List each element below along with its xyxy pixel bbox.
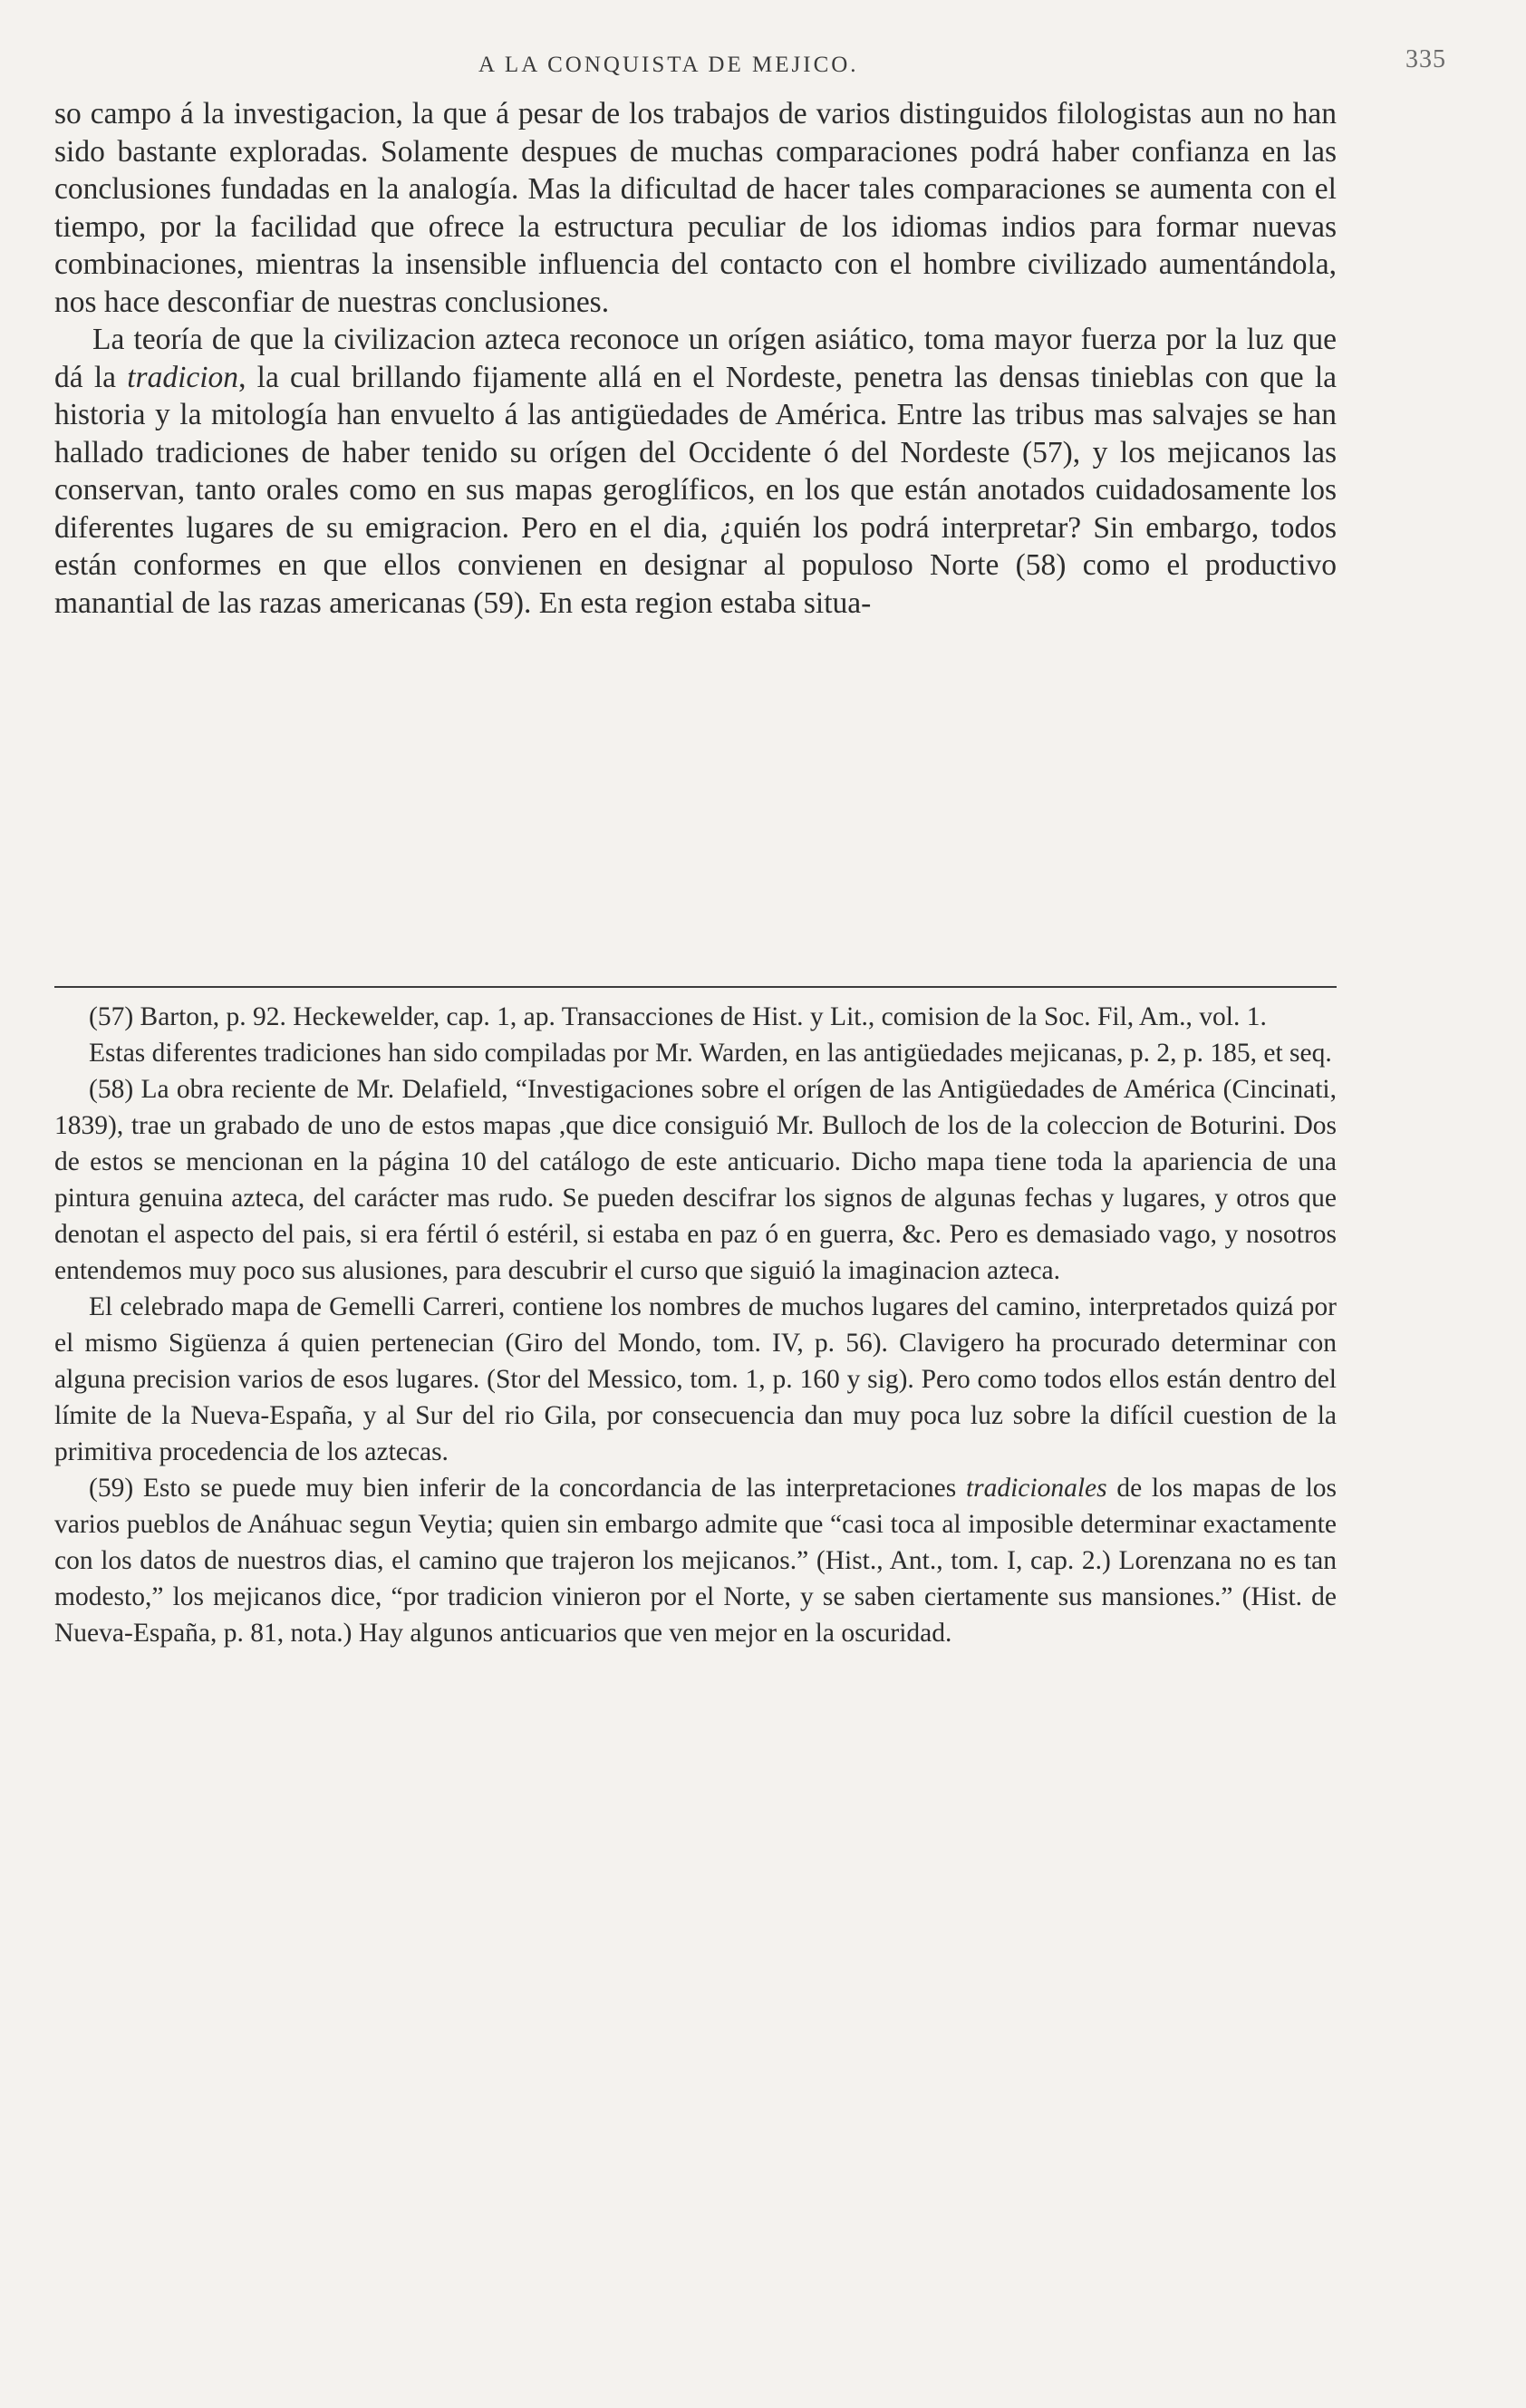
footnotes xyxy=(54,999,1337,1651)
paragraph xyxy=(54,321,1337,622)
footnote-divider xyxy=(54,986,1337,988)
paragraph: so campo á la investigacion, la que á pesar de los trabajos de varios distinguidos filologistas aun no han sido bastante exploradas. Solamente despues de muchas comparaciones podrá haber confianza en las conclusiones fundadas en la analogía. Mas la dificultad de hacer tales comparaciones se aumenta con el tiempo, por la facilidad que ofrece la estructura peculiar de los idiomas indios para formar nuevas combinaciones, mientras la insensible influencia del contacto con el hombre civilizado aumentándola, nos hace desconfiar de nuestras conclusiones. xyxy=(54,97,1337,319)
text-run: , la cual brillando fijamente allá en el Nordeste, penetra las densas tinieblas con que la historia y la mitología han envuelto á las antigüedades de América. Entre las tribus mas salvajes se han hallado tradiciones de haber tenido su orígen del Occidente ó del Nordeste (57), y los mejicanos las conservan, tanto orales como en sus mapas geroglíficos, en los que están anotados cuidadosamente los diferentes lugares de su emigracion. Pero en el dia, ¿quién los podrá interpretar? Sin embargo, todos están conformes en que ellos convienen en designar al populoso Norte (58) como el productivo manantial de las razas americanas (59). En esta region estaba situa- xyxy=(54,360,1337,620)
running-header xyxy=(54,45,1459,89)
footnote-57: (57) Barton, p. 92. Heckewelder, cap. 1, ap. Transacciones de Hist. y Lit., comision de la Soc. Fil, Am., vol. 1. xyxy=(89,1002,1267,1031)
running-title: A LA CONQUISTA DE MEJICO. xyxy=(478,53,859,77)
text-run: de los mapas de los varios pueblos de Anáhuac segun Veytia; quien sin embargo admite que “casi toca al imposible determinar exactamente con los datos de nuestros dias, el camino que trajeron los mejicanos.” (Hist., Ant., tom. I, cap. 2.) Lorenzana no es tan modesto,” los mejicanos dice, “por tradicion vinieron por el Norte, y se saben ciertamente sus mansiones.” (Hist. de Nueva-España, p. 81, nota.) Hay algunos anticuarios que ven mejor en la oscuridad. xyxy=(54,1474,1337,1648)
footnote-57-continued: Estas diferentes tradiciones han sido compiladas por Mr. Warden, en las antigüedades mejicanas, p. 2, p. 185, et seq. xyxy=(89,1039,1332,1068)
emphasis: tradicion xyxy=(127,360,239,394)
footnote-58: (58) La obra reciente de Mr. Delafield, “Investigaciones sobre el orígen de las Antigüedades de América (Cincinati, 1839), trae un grabado de uno de estos mapas ,que dice consiguió Mr. Bulloch de los de la coleccion de Boturini. Dos de estos se mencionan en la página 10 del catálogo de este anticuario. Dicho mapa tiene toda la apariencia de una pintura genuina azteca, del carácter mas rudo. Se pueden descifrar los signos de algunas fechas y lugares, y otros que denotan el aspecto del pais, si era fértil ó estéril, si estaba en paz ó en guerra, &c. Pero es demasiado vago, y nosotros entendemos muy poco sus alusiones, para descubrir el curso que siguió la imaginacion azteca. xyxy=(54,1075,1337,1285)
page-number: 335 xyxy=(1405,45,1446,73)
footnote-58-continued: El celebrado mapa de Gemelli Carreri, contiene los nombres de muchos lugares del camino, interpretados quizá por el mismo Sigüenza á quien pertenecian (Giro del Mondo, tom. IV, p. 56). Clavigero ha procurado determinar con alguna precision varios de esos lugares. (Stor del Messico, tom. 1, p. 160 y sig). Pero como todos ellos están dentro del límite de la Nueva-España, y al Sur del rio Gila, por consecuencia dan muy poca luz sobre la difícil cuestion de la primitiva procedencia de los aztecas. xyxy=(54,1292,1337,1466)
main-text xyxy=(54,95,1337,622)
emphasis: tradicionales xyxy=(965,1474,1107,1503)
footnote-59 xyxy=(54,1470,1337,1651)
text-run: La teoría de que la civilizacion azteca reconoce un orígen asiático, toma mayor fuerza por la luz que dá la xyxy=(54,323,1337,394)
text-run: (59) Esto se puede muy bien inferir de la concordancia de las interpretaciones xyxy=(89,1474,966,1503)
